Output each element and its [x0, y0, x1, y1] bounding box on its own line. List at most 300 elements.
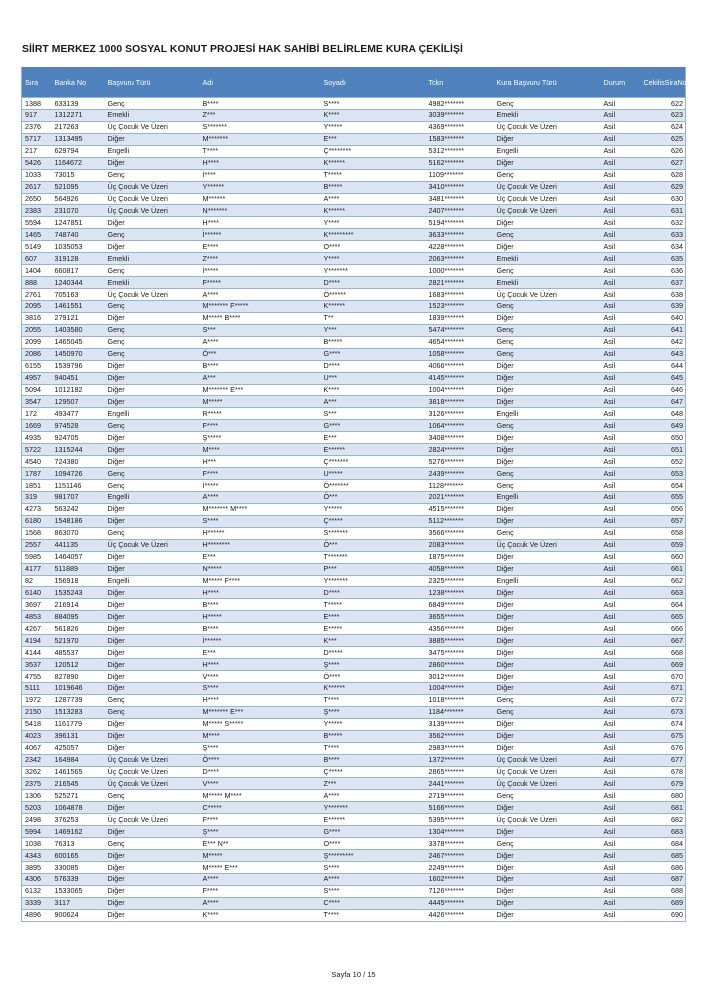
cell-soyadi: Ş*********: [321, 850, 426, 862]
cell-cekilis-sira-no: 634: [641, 241, 686, 253]
cell-sira: 1033: [22, 169, 52, 181]
cell-sira: 82: [22, 575, 52, 587]
cell-banka-no: 629794: [52, 145, 105, 157]
cell-soyadi: Y*******: [321, 265, 426, 277]
cell-durum: Asil: [601, 277, 641, 289]
cell-cekilis-sira-no: 683: [641, 826, 686, 838]
cell-tckn: 3481*******: [426, 193, 494, 205]
cell-durum: Asil: [601, 444, 641, 456]
cell-sira: 5722: [22, 444, 52, 456]
table-row: [22, 336, 686, 348]
cell-cekilis-sira-no: 636: [641, 265, 686, 277]
cell-sira: 4144: [22, 647, 52, 659]
cell-cekilis-sira-no: 673: [641, 706, 686, 718]
cell-basvuru-turu: Diğer: [105, 873, 200, 885]
cell-cekilis-sira-no: 627: [641, 157, 686, 169]
cell-soyadi: T*****: [321, 169, 426, 181]
cell-durum: Asil: [601, 98, 641, 110]
cell-kura-basvuru-turu: Diğer: [494, 909, 601, 921]
cell-adi: İ*****: [200, 265, 321, 277]
cell-adi: B****: [200, 360, 321, 372]
cell-cekilis-sira-no: 684: [641, 838, 686, 850]
cell-soyadi: B*****: [321, 730, 426, 742]
cell-basvuru-turu: Diğer: [105, 909, 200, 921]
cell-sira: 6155: [22, 360, 52, 372]
cell-banka-no: 441135: [52, 539, 105, 551]
cell-adi: H****: [200, 587, 321, 599]
cell-banka-no: 521095: [52, 181, 105, 193]
cell-adi: A****: [200, 289, 321, 301]
cell-tckn: 4066*******: [426, 360, 494, 372]
cell-soyadi: Y*****: [321, 718, 426, 730]
cell-soyadi: T****: [321, 742, 426, 754]
cell-banka-no: 1094726: [52, 468, 105, 480]
cell-durum: Asil: [601, 157, 641, 169]
table-row: [22, 694, 686, 706]
cell-banka-no: 376253: [52, 814, 105, 826]
cell-sira: 5985: [22, 551, 52, 563]
cell-soyadi: T****: [321, 909, 426, 921]
cell-kura-basvuru-turu: Diğer: [494, 157, 601, 169]
cell-basvuru-turu: Diğer: [105, 360, 200, 372]
table-row: [22, 396, 686, 408]
cell-durum: Asil: [601, 109, 641, 121]
cell-adi: E***: [200, 647, 321, 659]
table-row: [22, 265, 686, 277]
cell-durum: Asil: [601, 623, 641, 635]
cell-sira: 2095: [22, 300, 52, 312]
cell-durum: Asil: [601, 575, 641, 587]
cell-durum: Asil: [601, 348, 641, 360]
cell-tckn: 1523*******: [426, 300, 494, 312]
cell-durum: Asil: [601, 420, 641, 432]
cell-cekilis-sira-no: 645: [641, 372, 686, 384]
cell-soyadi: K****: [321, 109, 426, 121]
cell-durum: Asil: [601, 360, 641, 372]
cell-durum: Asil: [601, 766, 641, 778]
cell-banka-no: 1151146: [52, 480, 105, 492]
cell-tckn: 3139*******: [426, 718, 494, 730]
cell-durum: Asil: [601, 754, 641, 766]
cell-basvuru-turu: Genç: [105, 420, 200, 432]
cell-durum: Asil: [601, 336, 641, 348]
cell-sira: 4273: [22, 503, 52, 515]
cell-basvuru-turu: Diğer: [105, 742, 200, 754]
cell-basvuru-turu: Diğer: [105, 671, 200, 683]
table-row: [22, 145, 686, 157]
cell-soyadi: Y***: [321, 324, 426, 336]
cell-kura-basvuru-turu: Üç Çocuk Ve Üzeri: [494, 121, 601, 133]
cell-sira: 5111: [22, 682, 52, 694]
cell-banka-no: 1461565: [52, 766, 105, 778]
cell-tckn: 1184*******: [426, 706, 494, 718]
cell-durum: Asil: [601, 312, 641, 324]
cell-basvuru-turu: Genç: [105, 790, 200, 802]
cell-sira: 2498: [22, 814, 52, 826]
cell-durum: Asil: [601, 229, 641, 241]
table-row: [22, 289, 686, 301]
cell-soyadi: K*********: [321, 229, 426, 241]
table-row: [22, 515, 686, 527]
cell-basvuru-turu: Diğer: [105, 515, 200, 527]
cell-soyadi: D*****: [321, 647, 426, 659]
cell-sira: 2342: [22, 754, 52, 766]
cell-cekilis-sira-no: 632: [641, 217, 686, 229]
cell-basvuru-turu: Diğer: [105, 682, 200, 694]
cell-banka-no: 1539796: [52, 360, 105, 372]
cell-kura-basvuru-turu: Diğer: [494, 623, 601, 635]
cell-adi: Ş****: [200, 826, 321, 838]
cell-kura-basvuru-turu: Genç: [494, 790, 601, 802]
cell-tckn: 3039*******: [426, 109, 494, 121]
table-row: [22, 300, 686, 312]
cell-adi: H********: [200, 539, 321, 551]
cell-basvuru-turu: Genç: [105, 706, 200, 718]
cell-tckn: 1602*******: [426, 873, 494, 885]
table-row: [22, 360, 686, 372]
cell-soyadi: Ö******: [321, 289, 426, 301]
cell-kura-basvuru-turu: Emekli: [494, 109, 601, 121]
cell-cekilis-sira-no: 665: [641, 611, 686, 623]
cell-cekilis-sira-no: 649: [641, 420, 686, 432]
cell-durum: Asil: [601, 289, 641, 301]
cell-basvuru-turu: Diğer: [105, 730, 200, 742]
cell-kura-basvuru-turu: Engelli: [494, 145, 601, 157]
cell-basvuru-turu: Diğer: [105, 599, 200, 611]
cell-soyadi: U*****: [321, 468, 426, 480]
cell-adi: M***** S*****: [200, 718, 321, 730]
cell-adi: M***** F****: [200, 575, 321, 587]
cell-soyadi: Ö***: [321, 539, 426, 551]
cell-cekilis-sira-no: 685: [641, 850, 686, 862]
cell-soyadi: Y****: [321, 217, 426, 229]
col-header-sira: Sıra: [22, 67, 52, 98]
cell-adi: M******: [200, 193, 321, 205]
cell-adi: Z***: [200, 109, 321, 121]
cell-adi: Ş****: [200, 742, 321, 754]
cell-kura-basvuru-turu: Diğer: [494, 133, 601, 145]
cell-cekilis-sira-no: 637: [641, 277, 686, 289]
cell-kura-basvuru-turu: Genç: [494, 838, 601, 850]
cell-sira: 2383: [22, 205, 52, 217]
cell-durum: Asil: [601, 539, 641, 551]
table-row: [22, 420, 686, 432]
table-row: [22, 372, 686, 384]
table-row: [22, 408, 686, 420]
cell-sira: 1568: [22, 527, 52, 539]
cell-adi: A****: [200, 873, 321, 885]
cell-durum: Asil: [601, 885, 641, 897]
table-row: [22, 778, 686, 790]
cell-durum: Asil: [601, 169, 641, 181]
cell-soyadi: D****: [321, 277, 426, 289]
cell-cekilis-sira-no: 622: [641, 98, 686, 110]
cell-durum: Asil: [601, 551, 641, 563]
table-header-row: [22, 67, 686, 98]
cell-banka-no: 1450970: [52, 348, 105, 360]
cell-adi: B****: [200, 599, 321, 611]
cell-tckn: 1372*******: [426, 754, 494, 766]
cell-cekilis-sira-no: 626: [641, 145, 686, 157]
cell-durum: Asil: [601, 324, 641, 336]
table-row: [22, 432, 686, 444]
cell-banka-no: 600165: [52, 850, 105, 862]
cell-sira: 3697: [22, 599, 52, 611]
table-row: [22, 885, 686, 897]
cell-kura-basvuru-turu: Diğer: [494, 372, 601, 384]
cell-soyadi: E*****: [321, 623, 426, 635]
cell-sira: 2099: [22, 336, 52, 348]
cell-tckn: 1128*******: [426, 480, 494, 492]
cell-durum: Asil: [601, 802, 641, 814]
cell-kura-basvuru-turu: Diğer: [494, 217, 601, 229]
cell-adi: E***: [200, 551, 321, 563]
cell-kura-basvuru-turu: Diğer: [494, 515, 601, 527]
cell-tckn: 2824*******: [426, 444, 494, 456]
cell-adi: T****: [200, 145, 321, 157]
cell-cekilis-sira-no: 653: [641, 468, 686, 480]
table-row: [22, 229, 686, 241]
cell-durum: Asil: [601, 527, 641, 539]
col-header-tckn: Tckn: [426, 67, 494, 98]
cell-adi: Ö****: [200, 754, 321, 766]
cell-cekilis-sira-no: 646: [641, 384, 686, 396]
cell-banka-no: 576339: [52, 873, 105, 885]
cell-basvuru-turu: Engelli: [105, 491, 200, 503]
cell-kura-basvuru-turu: Genç: [494, 98, 601, 110]
cell-basvuru-turu: Diğer: [105, 623, 200, 635]
cell-durum: Asil: [601, 778, 641, 790]
cell-tckn: 1304*******: [426, 826, 494, 838]
cell-cekilis-sira-no: 631: [641, 205, 686, 217]
cell-basvuru-turu: Diğer: [105, 647, 200, 659]
cell-cekilis-sira-no: 642: [641, 336, 686, 348]
cell-banka-no: 563242: [52, 503, 105, 515]
cell-banka-no: 900624: [52, 909, 105, 921]
cell-basvuru-turu: Üç Çocuk Ve Üzeri: [105, 539, 200, 551]
table-row: [22, 253, 686, 265]
cell-durum: Asil: [601, 432, 641, 444]
table-row: [22, 706, 686, 718]
cell-cekilis-sira-no: 667: [641, 635, 686, 647]
cell-soyadi: T*****: [321, 599, 426, 611]
table-row: [22, 480, 686, 492]
cell-sira: 5094: [22, 384, 52, 396]
cell-cekilis-sira-no: 633: [641, 229, 686, 241]
cell-durum: Asil: [601, 384, 641, 396]
cell-banka-no: 564926: [52, 193, 105, 205]
cell-cekilis-sira-no: 651: [641, 444, 686, 456]
cell-sira: 5149: [22, 241, 52, 253]
cell-durum: Asil: [601, 133, 641, 145]
cell-sira: 2761: [22, 289, 52, 301]
cell-kura-basvuru-turu: Diğer: [494, 587, 601, 599]
cell-cekilis-sira-no: 628: [641, 169, 686, 181]
cell-basvuru-turu: Üç Çocuk Ve Üzeri: [105, 181, 200, 193]
cell-tckn: 5194*******: [426, 217, 494, 229]
cell-cekilis-sira-no: 680: [641, 790, 686, 802]
cell-soyadi: S*******: [321, 527, 426, 539]
cell-tckn: 3566*******: [426, 527, 494, 539]
cell-adi: S****: [200, 515, 321, 527]
cell-tckn: 4356*******: [426, 623, 494, 635]
table-row: [22, 826, 686, 838]
cell-adi: Z****: [200, 253, 321, 265]
cell-tckn: 5162*******: [426, 157, 494, 169]
cell-basvuru-turu: Üç Çocuk Ve Üzeri: [105, 205, 200, 217]
table-row: [22, 802, 686, 814]
cell-cekilis-sira-no: 638: [641, 289, 686, 301]
cell-sira: 2086: [22, 348, 52, 360]
cell-durum: Asil: [601, 300, 641, 312]
cell-sira: 4023: [22, 730, 52, 742]
cell-banka-no: 1035053: [52, 241, 105, 253]
cell-tckn: 3408*******: [426, 432, 494, 444]
cell-soyadi: Ş****: [321, 706, 426, 718]
cell-durum: Asil: [601, 468, 641, 480]
cell-soyadi: K***: [321, 635, 426, 647]
cell-soyadi: C****: [321, 897, 426, 909]
cell-kura-basvuru-turu: Diğer: [494, 611, 601, 623]
cell-soyadi: S****: [321, 98, 426, 110]
cell-kura-basvuru-turu: Üç Çocuk Ve Üzeri: [494, 205, 601, 217]
cell-soyadi: Z***: [321, 778, 426, 790]
cell-kura-basvuru-turu: Genç: [494, 480, 601, 492]
cell-soyadi: Ç********: [321, 145, 426, 157]
table-row: [22, 659, 686, 671]
cell-tckn: 3818*******: [426, 396, 494, 408]
cell-adi: M***** E***: [200, 862, 321, 874]
cell-cekilis-sira-no: 662: [641, 575, 686, 587]
cell-basvuru-turu: Genç: [105, 468, 200, 480]
table-row: [22, 671, 686, 683]
cell-adi: B****: [200, 98, 321, 110]
cell-durum: Asil: [601, 718, 641, 730]
cell-durum: Asil: [601, 456, 641, 468]
cell-kura-basvuru-turu: Üç Çocuk Ve Üzeri: [494, 814, 601, 826]
cell-cekilis-sira-no: 663: [641, 587, 686, 599]
cell-tckn: 4426*******: [426, 909, 494, 921]
results-table: [21, 67, 686, 922]
cell-sira: 4194: [22, 635, 52, 647]
cell-cekilis-sira-no: 623: [641, 109, 686, 121]
cell-durum: Asil: [601, 265, 641, 277]
cell-sira: 1465: [22, 229, 52, 241]
cell-kura-basvuru-turu: Genç: [494, 169, 601, 181]
table-row: [22, 611, 686, 623]
cell-soyadi: A***: [321, 396, 426, 408]
cell-cekilis-sira-no: 666: [641, 623, 686, 635]
cell-cekilis-sira-no: 630: [641, 193, 686, 205]
cell-durum: Asil: [601, 838, 641, 850]
cell-adi: Ş*****: [200, 432, 321, 444]
cell-banka-no: 1535243: [52, 587, 105, 599]
cell-basvuru-turu: Diğer: [105, 718, 200, 730]
cell-banka-no: 1313495: [52, 133, 105, 145]
cell-kura-basvuru-turu: Diğer: [494, 456, 601, 468]
cell-cekilis-sira-no: 674: [641, 718, 686, 730]
cell-adi: V****: [200, 671, 321, 683]
table-row: [22, 623, 686, 635]
cell-soyadi: E****: [321, 611, 426, 623]
cell-durum: Asil: [601, 503, 641, 515]
cell-kura-basvuru-turu: Diğer: [494, 718, 601, 730]
cell-kura-basvuru-turu: Genç: [494, 348, 601, 360]
cell-banka-no: 1012182: [52, 384, 105, 396]
cell-banka-no: 485537: [52, 647, 105, 659]
cell-durum: Asil: [601, 480, 641, 492]
cell-adi: M***** B****: [200, 312, 321, 324]
cell-durum: Asil: [601, 193, 641, 205]
cell-kura-basvuru-turu: Diğer: [494, 873, 601, 885]
cell-soyadi: U***: [321, 372, 426, 384]
cell-tckn: 5276*******: [426, 456, 494, 468]
cell-soyadi: Ö*******: [321, 480, 426, 492]
cell-banka-no: 425057: [52, 742, 105, 754]
cell-cekilis-sira-no: 660: [641, 551, 686, 563]
cell-sira: 4957: [22, 372, 52, 384]
cell-soyadi: Ç*****: [321, 515, 426, 527]
cell-adi: M******* F*****: [200, 300, 321, 312]
cell-sira: 217: [22, 145, 52, 157]
cell-adi: E*** N**: [200, 838, 321, 850]
cell-kura-basvuru-turu: Diğer: [494, 897, 601, 909]
cell-durum: Asil: [601, 241, 641, 253]
cell-sira: 888: [22, 277, 52, 289]
cell-basvuru-turu: Genç: [105, 98, 200, 110]
cell-soyadi: G****: [321, 826, 426, 838]
cell-adi: F****: [200, 468, 321, 480]
cell-banka-no: 974528: [52, 420, 105, 432]
cell-tckn: 2439*******: [426, 468, 494, 480]
cell-banka-no: 1533065: [52, 885, 105, 897]
cell-sira: 4896: [22, 909, 52, 921]
cell-banka-no: 1240344: [52, 277, 105, 289]
table-row: [22, 814, 686, 826]
table-row: [22, 635, 686, 647]
col-header-basvuru-turu: Başvuru Türü: [105, 67, 200, 98]
cell-sira: 1787: [22, 468, 52, 480]
cell-cekilis-sira-no: 689: [641, 897, 686, 909]
cell-basvuru-turu: Üç Çocuk Ve Üzeri: [105, 193, 200, 205]
cell-adi: M****: [200, 730, 321, 742]
cell-basvuru-turu: Genç: [105, 229, 200, 241]
cell-kura-basvuru-turu: Diğer: [494, 432, 601, 444]
cell-banka-no: 981707: [52, 491, 105, 503]
cell-durum: Asil: [601, 599, 641, 611]
cell-adi: M******* E***: [200, 706, 321, 718]
cell-soyadi: Ç*******: [321, 456, 426, 468]
cell-adi: M***** M****: [200, 790, 321, 802]
cell-tckn: 5474*******: [426, 324, 494, 336]
cell-tckn: 1000*******: [426, 265, 494, 277]
cell-soyadi: Y*****: [321, 503, 426, 515]
cell-tckn: 1583*******: [426, 133, 494, 145]
cell-kura-basvuru-turu: Diğer: [494, 360, 601, 372]
cell-banka-no: 1161779: [52, 718, 105, 730]
cell-tckn: 1004*******: [426, 682, 494, 694]
table-row: [22, 456, 686, 468]
cell-banka-no: 319128: [52, 253, 105, 265]
cell-basvuru-turu: Genç: [105, 336, 200, 348]
cell-banka-no: 633139: [52, 98, 105, 110]
cell-sira: 6180: [22, 515, 52, 527]
col-header-soyadi: Soyadı: [321, 67, 426, 98]
cell-soyadi: S****: [321, 862, 426, 874]
cell-kura-basvuru-turu: Genç: [494, 229, 601, 241]
cell-banka-no: 216914: [52, 599, 105, 611]
cell-sira: 5203: [22, 802, 52, 814]
